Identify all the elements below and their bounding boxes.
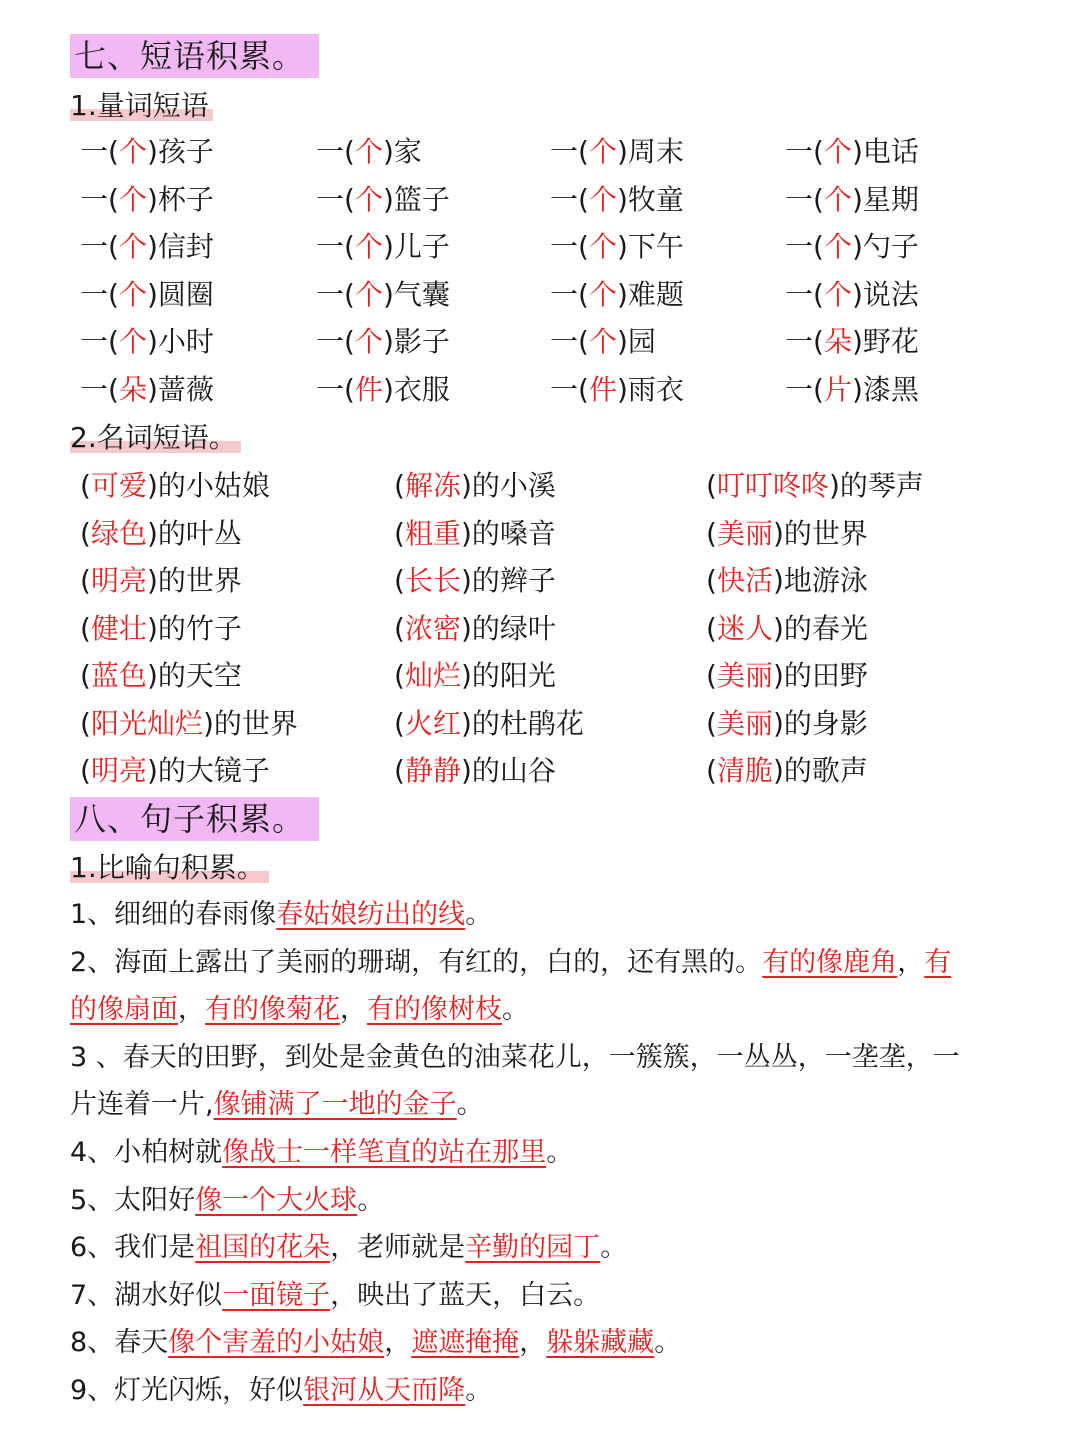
phrase-answer: 个 <box>588 135 617 168</box>
sentence-answer: 有的像鹿角 <box>762 946 898 978</box>
phrase-suffix: )漆黑 <box>851 372 919 406</box>
phrase-prefix: 一( <box>316 372 355 406</box>
phrase-prefix: 一( <box>316 277 355 311</box>
phrase-suffix: )的叶丛 <box>146 516 242 550</box>
phrase-suffix: )的绿叶 <box>460 611 556 645</box>
phrase-suffix: )勺子 <box>851 230 919 263</box>
noun-phrases-title: 2.名词短语。 <box>70 420 241 456</box>
phrase-answer: 个 <box>588 277 617 311</box>
phrase-answer: 个 <box>588 182 617 216</box>
phrase-suffix: )衣服 <box>382 372 450 406</box>
phrase-suffix: )下午 <box>616 230 684 263</box>
sentence-answer: 祖国的花朵 <box>195 1232 331 1264</box>
phrase-suffix: )雨衣 <box>616 372 684 406</box>
phrase-item <box>80 751 270 791</box>
phrase-item <box>394 514 556 554</box>
phrase-item <box>550 180 684 220</box>
phrase-item <box>785 227 919 267</box>
phrase-suffix: )的大镜子 <box>146 754 270 787</box>
sentence-text: ，映出了蓝天，白云。 <box>330 1279 601 1311</box>
sentence-answer: 像一个大火球 <box>195 1184 358 1216</box>
phrase-item <box>785 275 919 315</box>
phrase-item <box>785 322 919 362</box>
phrase-suffix: )的琴声 <box>828 469 924 502</box>
sentence-line <box>70 1085 484 1125</box>
sentence-text: 。 <box>546 1137 574 1168</box>
phrase-answer: 静静 <box>404 754 461 787</box>
sentence-text: ， <box>340 994 367 1026</box>
sentence-line <box>70 1038 960 1078</box>
phrase-item <box>316 275 450 315</box>
phrase-prefix: ( <box>706 754 717 787</box>
phrase-prefix: ( <box>706 611 717 645</box>
phrase-suffix: )电话 <box>851 135 919 168</box>
phrase-answer: 灿烂 <box>404 659 461 692</box>
phrase-prefix: ( <box>80 754 91 787</box>
phrase-suffix: )的辫子 <box>460 564 556 597</box>
phrase-item <box>550 322 656 362</box>
phrase-item <box>706 466 924 506</box>
sentence-answer: 辛勤的园丁 <box>465 1232 601 1264</box>
phrase-prefix: 一( <box>550 372 589 406</box>
phrase-item <box>785 180 919 220</box>
phrase-item <box>80 656 242 696</box>
simile-sentences-title: 1.比喻句积累。 <box>70 850 269 886</box>
phrase-answer: 个 <box>354 135 383 168</box>
phrase-prefix: ( <box>394 611 405 645</box>
phrase-answer: 个 <box>823 230 852 263</box>
phrase-answer: 个 <box>823 277 852 311</box>
phrase-item <box>80 514 242 554</box>
phrase-item <box>394 751 556 791</box>
sentence-text: ， <box>897 946 925 978</box>
sentence-text: 。 <box>502 994 529 1026</box>
phrase-answer: 可爱 <box>90 469 147 502</box>
phrase-prefix: 一( <box>785 182 824 216</box>
sentence-text: 3 、春天的田野，到处是金黄色的油菜花儿，一簇簇，一丛丛，一垄垄，一 <box>70 1041 960 1073</box>
phrase-answer: 粗重 <box>404 516 461 550</box>
phrase-prefix: 一( <box>785 230 824 263</box>
phrase-item <box>80 275 214 315</box>
sentence-line <box>70 1323 681 1363</box>
phrase-item <box>316 132 422 172</box>
phrase-item <box>706 561 868 601</box>
phrase-prefix: 一( <box>785 277 824 311</box>
sentence-text: 1、细细的春雨像 <box>70 899 277 930</box>
phrase-answer: 美丽 <box>716 706 773 740</box>
phrase-item <box>785 132 919 172</box>
phrase-suffix: )的山谷 <box>460 754 556 787</box>
phrase-item <box>316 370 450 410</box>
phrase-answer: 解冻 <box>404 469 461 502</box>
phrase-prefix: ( <box>706 516 717 550</box>
phrase-prefix: ( <box>394 706 405 740</box>
phrase-answer: 迷人 <box>716 611 773 645</box>
phrase-answer: 件 <box>588 372 617 406</box>
phrase-prefix: 一( <box>316 325 355 358</box>
phrase-answer: 火红 <box>404 706 461 740</box>
phrase-item <box>316 322 450 362</box>
phrase-answer: 朵 <box>823 325 852 358</box>
sentence-line <box>70 943 951 983</box>
phrase-prefix: 一( <box>550 135 589 168</box>
phrase-suffix: )的嗓音 <box>460 516 556 550</box>
phrase-item <box>394 656 556 696</box>
phrase-answer: 阳光灿烂 <box>90 706 203 740</box>
phrase-item <box>706 656 868 696</box>
phrase-item <box>550 227 684 267</box>
phrase-suffix: )的世界 <box>772 516 868 550</box>
phrase-prefix: 一( <box>80 230 119 263</box>
phrase-suffix: )的小姑娘 <box>146 469 270 502</box>
sentence-text: 。 <box>465 899 493 930</box>
phrase-suffix: )野花 <box>851 325 919 358</box>
phrase-suffix: )儿子 <box>382 230 450 263</box>
phrase-item <box>80 609 242 649</box>
phrase-suffix: )的小溪 <box>460 469 556 502</box>
sentence-line <box>70 1181 384 1221</box>
sentence-answer: 遮遮掩掩 <box>411 1327 520 1359</box>
phrase-answer: 个 <box>823 135 852 168</box>
phrase-answer: 清脆 <box>716 754 773 787</box>
sentence-answer: 躲躲藏藏 <box>546 1327 655 1359</box>
sentence-line <box>70 1276 600 1316</box>
sentence-answer: 有的像菊花 <box>205 994 340 1026</box>
phrase-answer: 片 <box>823 372 852 406</box>
phrase-suffix: )家 <box>382 135 422 168</box>
phrase-answer: 浓密 <box>404 611 461 645</box>
phrase-item <box>80 466 270 506</box>
phrase-answer: 蓝色 <box>90 659 147 692</box>
sentence-answer: 像个害羞的小姑娘 <box>168 1327 385 1359</box>
phrase-answer: 个 <box>118 230 147 263</box>
phrase-item <box>80 370 214 410</box>
sentence-answer: 春姑娘纺出的线 <box>276 899 466 930</box>
phrase-suffix: )的身影 <box>772 706 868 740</box>
phrase-answer: 个 <box>354 277 383 311</box>
phrase-suffix: )说法 <box>851 277 919 311</box>
phrase-item <box>706 751 868 791</box>
phrase-answer: 个 <box>118 325 147 358</box>
sentence-answer: 银河从天而降 <box>303 1375 466 1406</box>
phrase-answer: 叮叮咚咚 <box>716 469 829 502</box>
sentence-line <box>70 1133 573 1173</box>
sentence-answer: 一面镜子 <box>222 1279 331 1311</box>
phrase-answer: 绿色 <box>90 516 147 550</box>
phrase-prefix: ( <box>80 611 91 645</box>
sentence-line <box>70 990 529 1030</box>
sentence-line <box>70 1228 627 1268</box>
phrase-prefix: 一( <box>550 325 589 358</box>
sentence-line <box>70 1371 492 1411</box>
phrase-suffix: )的杜鹃花 <box>460 706 584 740</box>
sentence-answer: 像铺满了一地的金子 <box>213 1089 457 1121</box>
phrase-prefix: 一( <box>785 135 824 168</box>
phrase-answer: 朵 <box>118 372 147 406</box>
phrase-answer: 个 <box>354 230 383 263</box>
phrase-prefix: ( <box>706 469 717 502</box>
phrase-item <box>80 704 298 744</box>
phrase-suffix: )的田野 <box>772 659 868 692</box>
sentence-answer: 有 <box>924 946 952 978</box>
phrase-item <box>550 275 684 315</box>
phrase-suffix: )的春光 <box>772 611 868 645</box>
sentence-text: 。 <box>456 1089 484 1121</box>
phrase-prefix: 一( <box>785 372 824 406</box>
phrase-suffix: )地游泳 <box>772 564 868 597</box>
phrase-prefix: 一( <box>80 325 119 358</box>
phrase-suffix: )星期 <box>851 182 919 216</box>
sentence-text: 片连着一片, <box>70 1089 214 1121</box>
phrase-prefix: ( <box>394 469 405 502</box>
phrase-prefix: 一( <box>80 372 119 406</box>
phrase-item <box>80 322 214 362</box>
sentence-text: 2、海面上露出了美丽的珊瑚，有红的，白的，还有黑的。 <box>70 946 763 978</box>
phrase-item <box>706 704 868 744</box>
phrase-suffix: )的阳光 <box>460 659 556 692</box>
phrase-item <box>394 609 556 649</box>
phrase-prefix: 一( <box>316 135 355 168</box>
phrase-prefix: ( <box>80 469 91 502</box>
sentence-text: ， <box>178 994 205 1026</box>
phrase-suffix: )难题 <box>616 277 684 311</box>
phrase-suffix: )影子 <box>382 325 450 358</box>
phrase-prefix: 一( <box>80 135 119 168</box>
phrase-prefix: 一( <box>550 277 589 311</box>
phrase-item <box>80 561 242 601</box>
phrase-prefix: ( <box>706 706 717 740</box>
phrase-prefix: 一( <box>316 182 355 216</box>
phrase-answer: 个 <box>588 230 617 263</box>
phrase-answer: 美丽 <box>716 516 773 550</box>
phrase-item <box>394 466 556 506</box>
sentence-text: 。 <box>600 1232 628 1264</box>
phrase-suffix: )周末 <box>616 135 684 168</box>
phrase-prefix: ( <box>394 564 405 597</box>
phrase-prefix: ( <box>80 516 91 550</box>
phrase-prefix: ( <box>706 564 717 597</box>
phrase-answer: 个 <box>823 182 852 216</box>
phrase-suffix: )的歌声 <box>772 754 868 787</box>
sentence-text: 4、小柏树就 <box>70 1137 223 1168</box>
phrase-prefix: ( <box>394 754 405 787</box>
measure-phrases-title: 1.量词短语 <box>70 88 213 124</box>
sentence-text: ，老师就是 <box>330 1232 466 1264</box>
phrase-answer: 个 <box>354 182 383 216</box>
phrase-prefix: 一( <box>316 230 355 263</box>
sentence-answer: 的像扇面 <box>70 994 178 1026</box>
sentence-answer: 有的像树枝 <box>367 994 502 1026</box>
phrase-item <box>785 370 919 410</box>
sentence-text: 8、春天 <box>70 1327 169 1359</box>
phrase-suffix: )杯子 <box>146 182 214 216</box>
sentence-text: 7、湖水好似 <box>70 1279 223 1311</box>
phrase-answer: 明亮 <box>90 754 147 787</box>
phrase-suffix: )信封 <box>146 230 214 263</box>
phrase-item <box>80 132 214 172</box>
phrase-item <box>550 370 684 410</box>
phrase-prefix: ( <box>394 659 405 692</box>
phrase-prefix: ( <box>80 564 91 597</box>
phrase-suffix: )圆圈 <box>146 277 214 311</box>
phrase-suffix: )小时 <box>146 325 214 358</box>
phrase-item <box>550 132 684 172</box>
sentence-text: 。 <box>357 1184 385 1216</box>
phrase-prefix: ( <box>80 706 91 740</box>
sentence-answer: 像战士一样笔直的站在那里 <box>222 1137 547 1168</box>
sentence-line <box>70 895 492 935</box>
sentence-text: ， <box>384 1327 412 1359</box>
phrase-answer: 美丽 <box>716 659 773 692</box>
phrase-answer: 明亮 <box>90 564 147 597</box>
phrase-answer: 个 <box>118 277 147 311</box>
phrase-suffix: )的世界 <box>146 564 242 597</box>
phrase-item <box>394 561 556 601</box>
phrase-suffix: )气囊 <box>382 277 450 311</box>
section-7-title: 七、短语积累。 <box>70 34 319 78</box>
sentence-text: 5、太阳好 <box>70 1184 196 1216</box>
phrase-item <box>706 609 868 649</box>
phrase-prefix: 一( <box>785 325 824 358</box>
phrase-item <box>316 227 450 267</box>
phrase-answer: 件 <box>354 372 383 406</box>
phrase-answer: 长长 <box>404 564 461 597</box>
phrase-answer: 个 <box>118 182 147 216</box>
phrase-answer: 个 <box>588 325 617 358</box>
phrase-item <box>706 514 868 554</box>
phrase-prefix: 一( <box>80 277 119 311</box>
phrase-suffix: )的天空 <box>146 659 242 692</box>
phrase-suffix: )的竹子 <box>146 611 242 645</box>
phrase-prefix: ( <box>394 516 405 550</box>
phrase-prefix: 一( <box>550 182 589 216</box>
sentence-text: ， <box>519 1327 547 1359</box>
phrase-answer: 个 <box>118 135 147 168</box>
phrase-item <box>316 180 450 220</box>
phrase-prefix: ( <box>80 659 91 692</box>
phrase-prefix: ( <box>706 659 717 692</box>
phrase-item <box>80 180 214 220</box>
phrase-suffix: )园 <box>616 325 656 358</box>
phrase-answer: 个 <box>354 325 383 358</box>
phrase-item <box>80 227 214 267</box>
phrase-suffix: )蔷薇 <box>146 372 214 406</box>
section-8-title: 八、句子积累。 <box>70 797 319 841</box>
phrase-answer: 健壮 <box>90 611 147 645</box>
phrase-answer: 快活 <box>716 564 773 597</box>
sentence-text: 。 <box>465 1375 493 1406</box>
phrase-suffix: )孩子 <box>146 135 214 168</box>
phrase-suffix: )的世界 <box>202 706 298 740</box>
sentence-text: 6、我们是 <box>70 1232 196 1264</box>
sentence-text: 9、灯光闪烁，好似 <box>70 1375 304 1406</box>
sentence-text: 。 <box>654 1327 682 1359</box>
phrase-prefix: 一( <box>550 230 589 263</box>
phrase-suffix: )牧童 <box>616 182 684 216</box>
phrase-prefix: 一( <box>80 182 119 216</box>
phrase-item <box>394 704 584 744</box>
phrase-suffix: )篮子 <box>382 182 450 216</box>
